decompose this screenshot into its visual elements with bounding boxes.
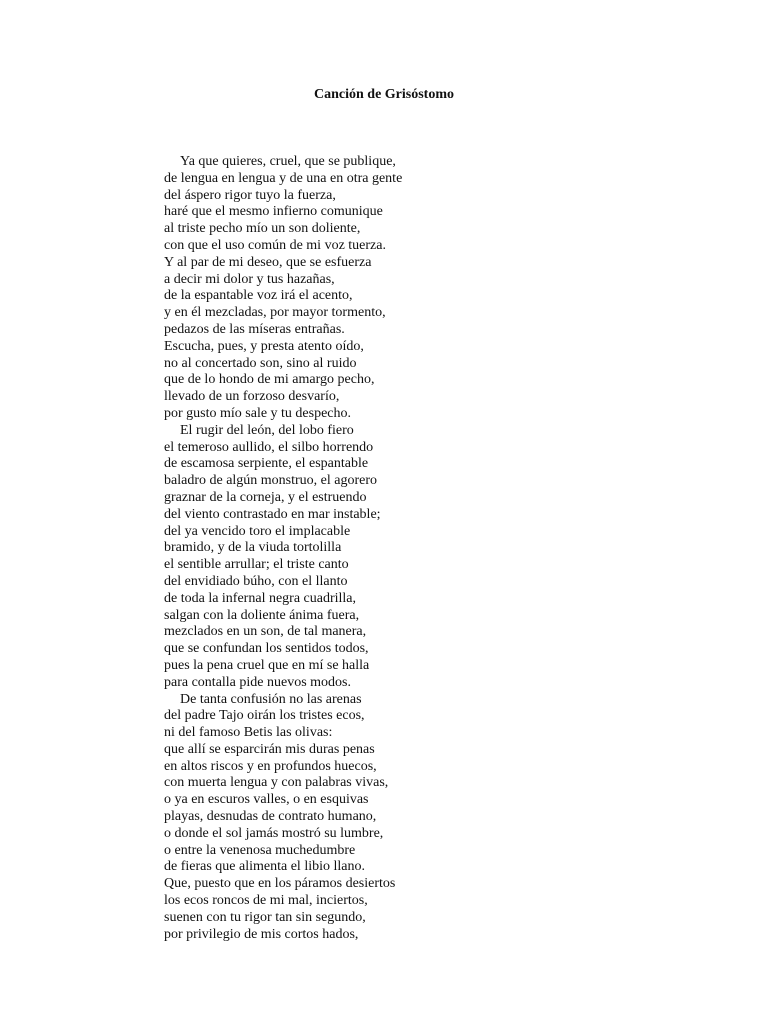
poem-line: playas, desnudas de contrato humano, [164,809,377,825]
poem-title [0,86,768,104]
poem-line: por gusto mío sale y tu despecho. [164,405,352,421]
poem-line: del padre Tajo oirán los tristes ecos, [164,708,365,724]
poem-line: y en él mezcladas, por mayor tormento, [164,305,386,321]
poem-line: salgan con la doliente ánima fuera, [164,607,360,623]
poem-line: o donde el sol jamás mostró su lumbre, [164,825,384,841]
poem-line: de escamosa serpiente, el espantable [164,456,369,472]
poem-line: por privilegio de mis cortos hados, [164,926,359,942]
poem-line: a decir mi dolor y tus hazañas, [164,271,335,287]
poem-line: de lengua en lengua y de una en otra gente [164,170,403,186]
poem-line: de toda la infernal negra cuadrilla, [164,590,357,606]
poem-line: del viento contrastado en mar instable; [164,506,381,522]
poem-line: llevado de un forzoso desvarío, [164,389,340,405]
poem-line: para contalla pide nuevos modos. [164,674,352,690]
poem-line: no al concertado son, sino al ruido [164,355,357,371]
poem-line: haré que el mesmo infierno comunique [164,204,383,220]
poem-body [164,154,724,943]
poem-line: de la espantable voz irá el acento, [164,288,353,304]
poem-line: pues la pena cruel que en mí se halla [164,657,370,673]
poem-line: del envidiado búho, con el llanto [164,573,348,589]
poem-line: graznar de la corneja, y el estruendo [164,489,367,505]
poem-line: el temeroso aullido, el silbo horrendo [164,439,374,455]
poem-line: en altos riscos y en profundos huecos, [164,758,377,774]
poem-line: de fieras que alimenta el libio llano. [164,859,365,875]
poem-line: o entre la venenosa muchedumbre [164,842,356,858]
poem-line: bramido, y de la viuda tortolilla [164,540,342,556]
poem-line: El rugir del león, del lobo fiero [180,422,354,438]
poem-line: baladro de algún monstruo, el agorero [164,473,378,489]
poem-line: suenen con tu rigor tan sin segundo, [164,909,366,925]
poem-line: Que, puesto que en los páramos desiertos [164,876,396,892]
poem-line: ni del famoso Betis las olivas: [164,725,333,741]
poem-line: con muerta lengua y con palabras vivas, [164,775,389,791]
poem-line: el sentible arrullar; el triste canto [164,557,349,573]
poem-line: los ecos roncos de mi mal, inciertos, [164,893,368,909]
poem-line: con que el uso común de mi voz tuerza. [164,237,386,253]
poem-line: que allí se esparcirán mis duras penas [164,741,375,757]
poem-line: que de lo hondo de mi amargo pecho, [164,372,375,388]
poem-line: Escucha, pues, y presta atento oído, [164,338,364,354]
poem-line: o ya en escuros valles, o en esquivas [164,792,369,808]
poem-line: mezclados en un son, de tal manera, [164,624,367,640]
poem-line: que se confundan los sentidos todos, [164,641,369,657]
poem-line: Ya que quieres, cruel, que se publique, [180,154,396,169]
poem-title-text: Canción de Grisóstomo [314,87,454,102]
poem-line: pedazos de las míseras entrañas. [164,321,345,337]
poem-line: al triste pecho mío un son doliente, [164,221,361,237]
poem-line: del ya vencido toro el implacable [164,523,351,539]
poem-line: Y al par de mi deseo, que se esfuerza [164,254,372,270]
poem-line: De tanta confusión no las arenas [180,691,362,707]
poem-line: del áspero rigor tuyo la fuerza, [164,187,336,203]
